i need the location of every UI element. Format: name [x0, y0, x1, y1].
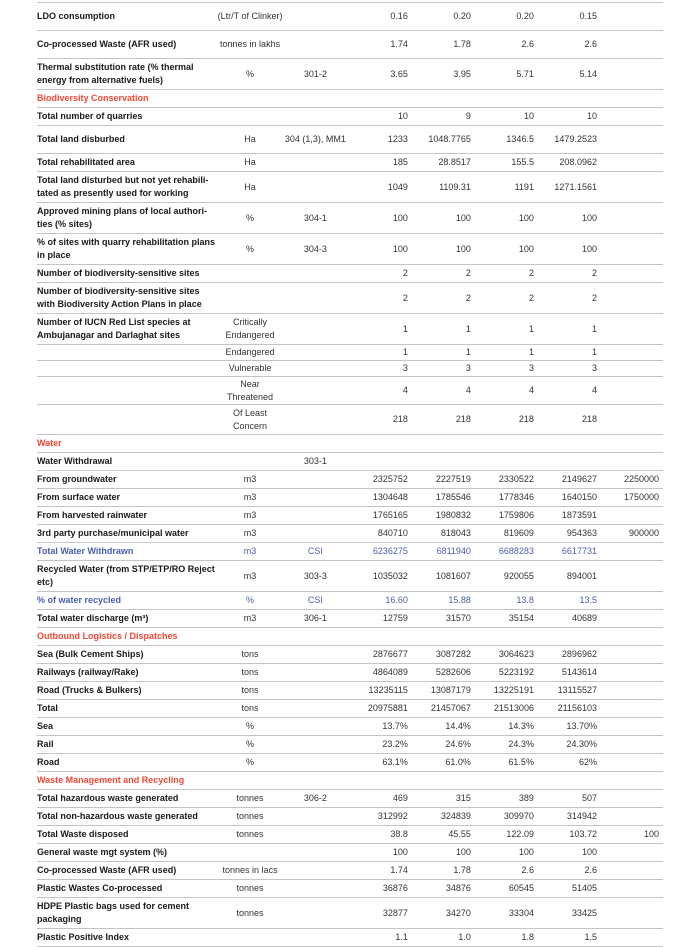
value-cell-3: 14.3% [508, 721, 534, 731]
value-cell-1: 13.7% [382, 721, 408, 731]
value-cell-3: 1 [528, 323, 534, 334]
unit-cell: tonnes in lakhs [220, 39, 281, 49]
value-cell-3: 1191 [514, 181, 534, 192]
value-cell-1: 2876677 [372, 649, 408, 659]
value-cell-3: 122.09 [506, 829, 534, 839]
value-cell-4: 21156103 [557, 703, 597, 713]
value-cell-4: 954363 [566, 528, 597, 538]
value-cell-1: 100 [392, 243, 408, 254]
section-heading-row [37, 434, 663, 452]
value-cell-4: 40689 [571, 613, 597, 623]
value-cell-target: 900000 [628, 528, 660, 538]
value-cell-2: 1980832 [435, 510, 471, 520]
value-cell-3: 60545 [508, 883, 534, 893]
unit-cell: Ha [244, 181, 256, 192]
value-cell-4: 33425 [571, 907, 597, 918]
metric-label: Plastic Positive Index [37, 932, 130, 942]
value-cell-2: 9 [465, 111, 471, 121]
value-cell-2: 3087282 [435, 649, 471, 659]
value-cell-4: 13.70% [566, 721, 597, 731]
value-cell-3: 309970 [503, 811, 534, 821]
unit-cell: (Ltr/T of Clinker) [217, 11, 283, 21]
table-row [37, 264, 663, 282]
value-cell-1: 1.74 [390, 865, 408, 875]
metric-label [37, 389, 216, 393]
value-cell-4: 3 [591, 363, 597, 373]
metric-label: Total land disturbed but not yet rehabili-tated as presently used for working [37, 175, 209, 198]
metric-label: Total [37, 703, 58, 713]
unit-cell: m3 [243, 546, 257, 556]
value-cell-3: 0.20 [516, 11, 534, 21]
unit-cell: tonnes in lacs [222, 865, 278, 875]
value-cell-3: 3064623 [498, 649, 534, 659]
gri-reference-cell: 304 (1,3), MM1 [284, 134, 346, 144]
value-cell-target: 100 [643, 829, 660, 839]
gri-reference-cell: CSI [307, 546, 323, 556]
unit-cell: tonnes [236, 793, 264, 803]
table-row [37, 681, 663, 699]
value-cell-3: 100 [518, 212, 534, 223]
table-row [37, 663, 663, 681]
section-heading: Water [37, 438, 62, 448]
value-cell-3: 218 [518, 414, 534, 424]
table-row [37, 825, 663, 843]
metric-label: Sea (Bulk Cement Ships) [37, 649, 144, 659]
value-cell-1: 23.2% [382, 739, 408, 749]
unit-cell: tonnes [236, 883, 264, 893]
value-cell-2: 2 [465, 268, 471, 278]
value-cell-4: 100 [581, 212, 597, 223]
value-cell-4: 13.5 [579, 595, 597, 605]
metric-label: Total land disburbed [37, 134, 125, 144]
metric-label: Total Water Withdrawn [37, 546, 134, 556]
metric-label [37, 418, 216, 422]
value-cell-4: 2896962 [561, 649, 597, 659]
metric-label: Plastic Wastes Co-processed [37, 883, 163, 893]
value-cell-2: 1.0 [458, 932, 471, 942]
value-cell-4: 1 [591, 323, 597, 334]
value-cell-1: 100 [392, 212, 408, 223]
metric-label: Total Waste disposed [37, 829, 129, 839]
value-cell-1: 1049 [387, 181, 408, 192]
metric-label: % of water recycled [37, 595, 122, 605]
value-cell-2: 1 [465, 323, 471, 334]
value-cell-1: 0.16 [390, 11, 408, 21]
table-row [37, 470, 663, 488]
unit-cell: Vulnerable [228, 363, 272, 373]
metric-label: Road [37, 757, 60, 767]
value-cell-2: 100 [455, 847, 471, 857]
value-cell-3: 1346.5 [506, 134, 534, 144]
metric-label: Total rehabilitated area [37, 157, 135, 167]
unit-cell: m3 [243, 570, 257, 581]
metric-label: Railways (railway/Rake) [37, 667, 139, 677]
metric-label: LDO consumption [37, 11, 115, 21]
table-row [37, 202, 663, 233]
value-cell-4: 218 [581, 414, 597, 424]
table-row [37, 107, 663, 125]
value-cell-4: 62% [578, 757, 597, 767]
value-cell-3: 2 [528, 268, 534, 278]
value-cell-4: 13115527 [557, 685, 597, 695]
value-cell-2: 24.6% [445, 739, 471, 749]
table-row [37, 699, 663, 717]
value-cell-3: 10 [523, 111, 534, 121]
value-cell-3: 35154 [508, 613, 534, 623]
value-cell-3: 2.6 [521, 39, 534, 49]
unit-cell: m3 [243, 510, 257, 520]
table-row [37, 591, 663, 609]
section-heading-row [37, 771, 663, 789]
table-row [37, 843, 663, 861]
value-cell-3: 33304 [508, 907, 534, 918]
table-row [37, 542, 663, 560]
value-cell-target: 1750000 [623, 492, 660, 502]
value-cell-1: 1304648 [372, 492, 408, 502]
value-cell-4: 507 [581, 793, 597, 803]
value-cell-4: 2 [591, 292, 597, 303]
value-cell-4: 6617731 [561, 546, 597, 556]
table-row [37, 861, 663, 879]
value-cell-1: 1765165 [372, 510, 408, 520]
value-cell-2: 818043 [440, 528, 471, 538]
table-row [37, 313, 663, 344]
value-cell-4: 10 [586, 111, 597, 121]
metric-label: Number of biodiversity-sensitive sites with Biodiversity Action Plans in place [37, 286, 202, 309]
section-heading: Waste Management and Recycling [37, 775, 185, 785]
value-cell-3: 2.6 [521, 865, 534, 875]
value-cell-3: 5223192 [498, 667, 534, 677]
value-cell-2: 218 [455, 414, 471, 424]
unit-cell: Critically Endangered [225, 317, 275, 340]
table-row [37, 2, 663, 30]
metric-label: From groundwater [37, 474, 117, 484]
value-cell-3: 100 [518, 847, 534, 857]
unit-cell: % [246, 243, 255, 254]
value-cell-4: 2.6 [584, 39, 597, 49]
gri-reference-cell: 303-1 [303, 456, 327, 466]
value-cell-2: 34270 [445, 907, 471, 918]
value-cell-4: 4 [591, 385, 597, 395]
value-cell-1: 312992 [377, 811, 408, 821]
value-cell-2: 45.55 [448, 829, 471, 839]
unit-cell: tonnes [236, 829, 264, 839]
value-cell-1: 13235115 [368, 685, 408, 695]
value-cell-4: 100 [581, 847, 597, 857]
unit-cell: Near Threatened [227, 378, 274, 402]
table-row [37, 233, 663, 264]
value-cell-4: 1640150 [561, 492, 597, 502]
value-cell-3: 155.5 [511, 157, 534, 167]
value-cell-2: 1.78 [453, 39, 471, 49]
value-cell-3: 13225191 [493, 685, 534, 695]
value-cell-1: 1233 [387, 134, 408, 144]
value-cell-4: 2 [591, 268, 597, 278]
table-row [37, 282, 663, 313]
unit-cell: tons [241, 667, 259, 677]
value-cell-2: 100 [455, 243, 471, 254]
value-cell-3: 2330522 [498, 474, 534, 484]
gri-reference-cell: 304-3 [303, 243, 327, 254]
value-cell-3: 1778346 [498, 492, 534, 502]
value-cell-3: 3 [528, 363, 534, 373]
value-cell-2: 315 [455, 793, 471, 803]
value-cell-3: 5.71 [516, 68, 534, 79]
value-cell-1: 4 [402, 385, 408, 395]
value-cell-3: 1759806 [498, 510, 534, 520]
value-cell-2: 15.88 [448, 595, 471, 605]
value-cell-1: 2 [402, 268, 408, 278]
table-row [37, 30, 663, 58]
metric-label: HDPE Plastic bags used for cement packaging [37, 901, 190, 924]
value-cell-4: 1479.2523 [554, 134, 597, 144]
gri-reference-cell: 303-3 [303, 570, 327, 581]
value-cell-1: 63.1% [382, 757, 408, 767]
unit-cell: % [246, 595, 255, 605]
table-row [37, 789, 663, 807]
table-row [37, 360, 663, 376]
value-cell-1: 840710 [377, 528, 408, 538]
value-cell-2: 31570 [445, 613, 471, 623]
value-cell-2: 1785546 [435, 492, 471, 502]
value-cell-2: 1.78 [453, 865, 471, 875]
table-row [37, 452, 663, 470]
value-cell-4: 2149627 [561, 474, 597, 484]
unit-cell: % [246, 739, 255, 749]
value-cell-4: 100 [581, 243, 597, 254]
value-cell-4: 5143614 [561, 667, 597, 677]
metric-label [37, 367, 216, 371]
metric-label: From harvested rainwater [37, 510, 148, 520]
value-cell-2: 2 [465, 292, 471, 303]
section-heading: Biodiversity Conservation [37, 93, 149, 103]
metric-label: Co-processed Waste (AFR used) [37, 39, 177, 49]
metric-label: % of sites with quarry rehabilitation plans in place [37, 237, 216, 260]
table-row [37, 376, 663, 404]
value-cell-4: 51405 [571, 883, 597, 893]
table-row [37, 609, 663, 627]
value-cell-1: 10 [397, 111, 408, 121]
value-cell-1: 1.74 [390, 39, 408, 49]
value-cell-4: 24.30% [566, 739, 597, 749]
table-row [37, 524, 663, 542]
table-row [37, 488, 663, 506]
unit-cell: tonnes [236, 907, 264, 918]
value-cell-2: 14.4% [445, 721, 471, 731]
table-row [37, 928, 663, 947]
value-cell-4: 1.5 [584, 932, 597, 942]
value-cell-4: 1873591 [561, 510, 597, 520]
metric-label [37, 351, 216, 355]
value-cell-3: 819609 [503, 528, 534, 538]
value-cell-2: 0.20 [453, 11, 471, 21]
value-cell-4: 1271.1561 [554, 181, 597, 192]
table-row [37, 879, 663, 897]
table-row [37, 735, 663, 753]
value-cell-1: 2325752 [372, 474, 408, 484]
metric-label: Water Withdrawal [37, 456, 113, 466]
value-cell-3: 2 [528, 292, 534, 303]
value-cell-3: 21513006 [493, 703, 534, 713]
value-cell-2: 324839 [440, 811, 471, 821]
metric-label: Road (Trucks & Bulkers) [37, 685, 142, 695]
value-cell-2: 3.95 [453, 68, 471, 79]
gri-reference-cell: CSI [307, 595, 323, 605]
value-cell-target: 2250000 [623, 474, 660, 484]
table-row [37, 560, 663, 591]
value-cell-2: 3 [465, 363, 471, 373]
table-row [37, 404, 663, 434]
unit-cell: tons [241, 685, 259, 695]
value-cell-3: 389 [518, 793, 534, 803]
value-cell-2: 1048.7765 [428, 134, 471, 144]
gri-reference-cell: 306-1 [303, 613, 327, 623]
value-cell-1: 20975881 [367, 703, 408, 713]
metric-label: Number of biodiversity-sensitive sites [37, 268, 200, 278]
value-cell-4: 894001 [566, 570, 597, 581]
value-cell-3: 6688283 [498, 546, 534, 556]
unit-cell: m3 [243, 528, 257, 538]
unit-cell: % [246, 721, 255, 731]
value-cell-4: 5.14 [579, 68, 597, 79]
unit-cell: Endangered [225, 347, 275, 357]
value-cell-2: 61.0% [445, 757, 471, 767]
unit-cell: tons [241, 703, 259, 713]
value-cell-3: 1.8 [521, 932, 534, 942]
table-row [37, 645, 663, 663]
value-cell-2: 28.8517 [438, 157, 471, 167]
section-heading-row [37, 627, 663, 645]
value-cell-1: 469 [392, 793, 408, 803]
metric-label: 3rd party purchase/municipal water [37, 528, 189, 538]
metric-label: Rail [37, 739, 54, 749]
value-cell-1: 1035032 [372, 570, 408, 581]
value-cell-1: 36876 [382, 883, 408, 893]
metric-label: Total water discharge (m³) [37, 613, 149, 623]
value-cell-2: 34876 [445, 883, 471, 893]
value-cell-2: 13087179 [430, 685, 471, 695]
value-cell-3: 61.5% [508, 757, 534, 767]
gri-reference-cell: 304-1 [303, 212, 327, 223]
unit-cell: % [246, 757, 255, 767]
value-cell-1: 1.1 [395, 932, 408, 942]
value-cell-2: 2227519 [435, 474, 471, 484]
value-cell-1: 185 [392, 157, 408, 167]
value-cell-3: 920055 [503, 570, 534, 581]
table-row [37, 125, 663, 153]
value-cell-2: 4 [465, 385, 471, 395]
unit-cell: Ha [244, 157, 256, 167]
value-cell-4: 208.0962 [559, 157, 597, 167]
unit-cell: % [246, 68, 255, 79]
metric-label: Number of IUCN Red List species at Ambujanagar and Darlaghat sites [37, 317, 191, 340]
value-cell-3: 4 [528, 385, 534, 395]
value-cell-4: 2.6 [584, 865, 597, 875]
unit-cell: m3 [243, 613, 257, 623]
table-row [37, 171, 663, 202]
value-cell-1: 218 [392, 414, 408, 424]
table-row [37, 153, 663, 171]
table-row [37, 897, 663, 928]
sustainability-data-table [37, 2, 663, 947]
value-cell-1: 3.65 [390, 68, 408, 79]
value-cell-3: 1 [528, 347, 534, 357]
unit-cell: % [246, 212, 255, 223]
value-cell-1: 4864089 [372, 667, 408, 677]
gri-reference-cell: 301-2 [303, 68, 327, 79]
unit-cell: tonnes [236, 811, 264, 821]
value-cell-2: 1081607 [435, 570, 471, 581]
table-row [37, 717, 663, 735]
value-cell-1: 32877 [382, 907, 408, 918]
unit-cell: Of Least Concern [233, 407, 268, 431]
metric-label: From surface water [37, 492, 121, 502]
table-row [37, 807, 663, 825]
metric-label: General waste mgt system (%) [37, 847, 168, 857]
value-cell-4: 1 [591, 347, 597, 357]
value-cell-1: 1 [402, 347, 408, 357]
value-cell-2: 1 [465, 347, 471, 357]
table-row [37, 506, 663, 524]
table-row [37, 344, 663, 360]
table-row [37, 58, 663, 89]
section-heading: Outbound Logistics / Dispatches [37, 631, 178, 641]
metric-label: Total non-hazardous waste generated [37, 811, 198, 821]
value-cell-1: 38.8 [390, 829, 408, 839]
value-cell-3: 13.8 [516, 595, 534, 605]
metric-label: Thermal substitution rate (% thermal energy from alternative fuels) [37, 62, 194, 85]
metric-label: Approved mining plans of local authori-ties (% sites) [37, 206, 208, 229]
value-cell-1: 2 [402, 292, 408, 303]
value-cell-1: 16.60 [385, 595, 408, 605]
value-cell-1: 6236275 [372, 546, 408, 556]
value-cell-3: 100 [518, 243, 534, 254]
value-cell-2: 100 [455, 212, 471, 223]
unit-cell: tons [241, 649, 259, 659]
gri-reference-cell: 306-2 [303, 793, 327, 803]
value-cell-1: 3 [402, 363, 408, 373]
section-heading-row [37, 89, 663, 107]
unit-cell: m3 [243, 474, 257, 484]
value-cell-4: 314942 [566, 811, 597, 821]
unit-cell: m3 [243, 492, 257, 502]
unit-cell: Ha [244, 134, 256, 144]
value-cell-4: 0.15 [579, 11, 597, 21]
metric-label: Sea [37, 721, 54, 731]
metric-label: Total number of quarries [37, 111, 143, 121]
value-cell-2: 5282606 [435, 667, 471, 677]
metric-label: Total hazardous waste generated [37, 793, 179, 803]
metric-label: Co-processed Waste (AFR used) [37, 865, 177, 875]
value-cell-1: 12759 [382, 613, 408, 623]
value-cell-2: 1109.31 [439, 181, 471, 192]
metric-label: Recycled Water (from STP/ETP/RO Reject etc) [37, 564, 215, 587]
table-row [37, 753, 663, 771]
value-cell-2: 21457067 [430, 703, 471, 713]
value-cell-1: 100 [392, 847, 408, 857]
value-cell-3: 24.3% [508, 739, 534, 749]
value-cell-2: 6811940 [436, 546, 471, 556]
value-cell-4: 103.72 [569, 829, 597, 839]
value-cell-1: 1 [402, 323, 408, 334]
